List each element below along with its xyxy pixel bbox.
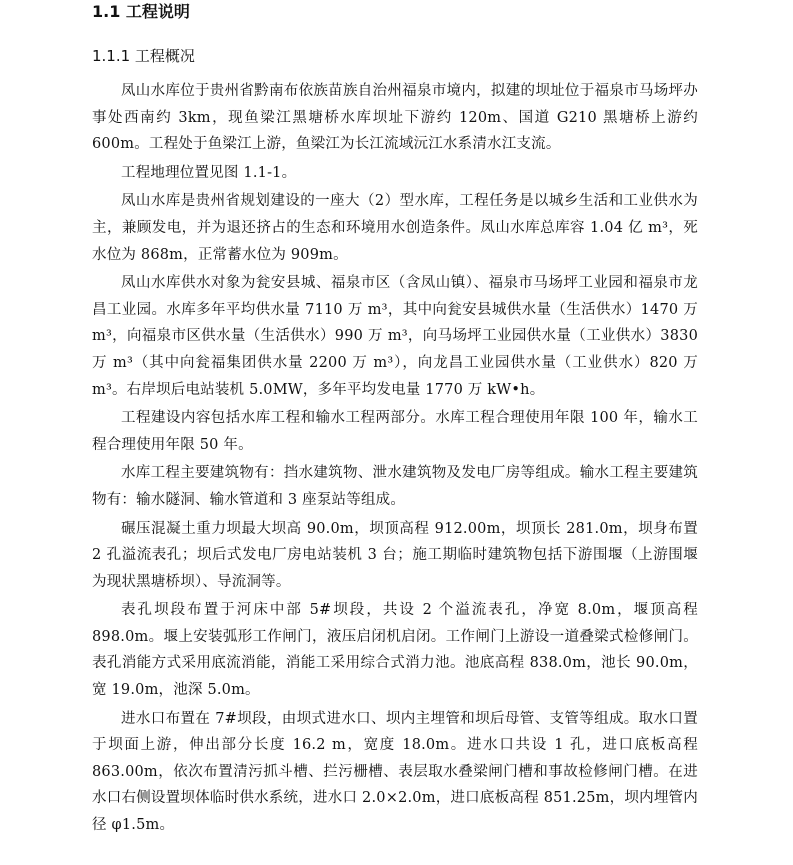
paragraph-dam: 碾压混凝土重力坝最大坝高 90.0m，坝顶高程 912.00m，坝顶长 281.0m，坝身布置 2 孔溢流表孔；坝后式发电厂房电站装机 3 台；施工期临时建筑物包括下游围堰（上游围堰为现状黑塘桥坝）、导流洞等。 xyxy=(92,520,698,590)
paragraph-water-supply: 凤山水库供水对象为瓮安县城、福泉市区（含凤山镇）、福泉市马场坪工业园和福泉市龙昌工业园。水库多年平均供水量 7110 万 m³，其中向瓮安县城供水量（生活供水）1470 万 m³，向福泉市区供水量（生活供水）990 万 m³，向马场坪工业园供水量（工业供水）3830 万 m³（其中向瓮福集团供水量 2200 万 m³），向龙昌工业园供水量（工业供水）820 万 m³。右岸坝后电站装机 5.0MW，多年平均发电量 1770 万 kW•h。 xyxy=(92,275,698,398)
document-body xyxy=(92,78,698,841)
paragraph-figure-reference: 工程地理位置见图 1.1-1。 xyxy=(121,164,297,181)
paragraph-main-structures: 水库工程主要建筑物有：挡水建筑物、泄水建筑物及发电厂房等组成。输水工程主要建筑物有：输水隧洞、输水管道和 3 座泵站等组成。 xyxy=(92,465,698,508)
paragraph-intake: 进水口布置在 7#坝段，由坝式进水口、坝内主埋管和坝后母管、支管等组成。取水口置于坝面上游，伸出部分长度 16.2 m，宽度 18.0m。进水口共设 1 孔，进口底板高程 863.00m，依次布置清污抓斗槽、拦污栅槽、表层取水叠梁闸门槽和事故检修闸门槽。在进水口右侧设置坝体临时供水系统，进水口 2.0×2.0m，进口底板高程 851.25m，坝内埋管内径 φ1.5m。 xyxy=(92,710,698,834)
paragraph-construction-scope: 工程建设内容包括水库工程和输水工程两部分。水库工程合理使用年限 100 年，输水工程合理使用年限 50 年。 xyxy=(92,410,698,453)
paragraph-reservoir-scale: 凤山水库是贵州省规划建设的一座大（2）型水库，工程任务是以城乡生活和工业供水为主，兼顾发电，并为退还挤占的生态和环境用水创造条件。凤山水库总库容 1.04 亿 m³，死水位为 868m，正常蓄水位为 909m。 xyxy=(92,193,698,263)
subsection-heading: 1.1.1 工程概况 xyxy=(92,47,195,65)
paragraph-location: 凤山水库位于贵州省黔南布依族苗族自治州福泉市境内，拟建的坝址位于福泉市马场坪办事处西南约 3km，现鱼梁江黑塘桥水库坝址下游约 120m、国道 G210 黑塘桥上游约 600m。工程处于鱼梁江上游，鱼梁江为长江流域沅江水系清水江支流。 xyxy=(92,83,698,153)
section-heading: 1.1 工程说明 xyxy=(92,2,190,21)
paragraph-spillway: 表孔坝段布置于河床中部 5#坝段，共设 2 个溢流表孔，净宽 8.0m，堰顶高程 898.0m。堰上安装弧形工作闸门，液压启闭机启闭。工作闸门上游设一道叠梁式检修闸门。表孔消能方式采用底流消能，消能工采用综合式消力池。池底高程 838.0m，池长 90.0m，宽 19.0m，池深 5.0m。 xyxy=(92,602,698,699)
